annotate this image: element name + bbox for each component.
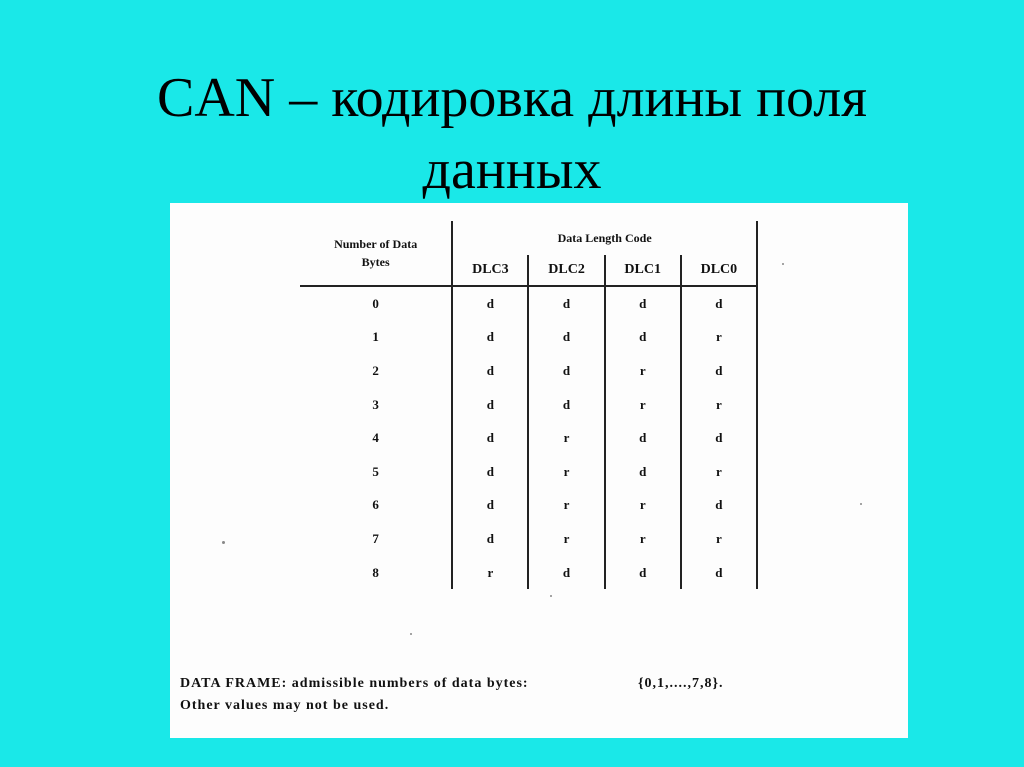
bytes-header-line-2: Bytes: [361, 255, 390, 269]
table-row: [300, 388, 757, 422]
bytes-cell: 0: [300, 286, 452, 321]
bit-cell: d: [605, 455, 681, 489]
scan-speck: [782, 263, 784, 265]
bit-cell: d: [681, 556, 757, 590]
table-row: [300, 354, 757, 388]
footer-line-2: Other values may not be used.: [180, 698, 390, 713]
scan-speck: [860, 503, 862, 505]
slide-title-line-2: данных: [422, 139, 602, 201]
bit-cell: d: [605, 556, 681, 590]
slide-title: [60, 62, 964, 206]
bit-cell: d: [605, 286, 681, 321]
dlc-table: [300, 221, 758, 589]
bit-header-dlc2: DLC2: [528, 255, 604, 286]
bit-cell: r: [681, 388, 757, 422]
bit-cell: d: [452, 286, 528, 321]
bit-cell: r: [605, 354, 681, 388]
table-row: [300, 556, 757, 590]
dlc-table-header: [300, 221, 757, 286]
table-row: [300, 489, 757, 523]
bit-cell: d: [605, 321, 681, 355]
bit-cell: r: [528, 489, 604, 523]
bytes-cell: 5: [300, 455, 452, 489]
footer-line-1: DATA FRAME: admissible numbers of data bytes:: [180, 676, 529, 691]
scan-speck: [550, 595, 552, 597]
bit-cell: d: [452, 354, 528, 388]
bit-cell: d: [528, 354, 604, 388]
bit-cell: d: [681, 421, 757, 455]
table-row: [300, 286, 757, 321]
bit-cell: d: [528, 556, 604, 590]
bit-cell: r: [681, 522, 757, 556]
bit-cell: d: [681, 286, 757, 321]
footer-admissible-set: {0,1,....,7,8}.: [638, 676, 724, 691]
bit-cell: d: [452, 455, 528, 489]
table-row: [300, 421, 757, 455]
bytes-cell: 8: [300, 556, 452, 590]
bytes-cell: 7: [300, 522, 452, 556]
bit-header-dlc0: DLC0: [681, 255, 757, 286]
bit-cell: d: [681, 489, 757, 523]
bit-cell: d: [528, 286, 604, 321]
bit-cell: d: [528, 321, 604, 355]
bytes-cell: 1: [300, 321, 452, 355]
bit-cell: r: [528, 522, 604, 556]
bytes-cell: 3: [300, 388, 452, 422]
bit-cell: d: [452, 421, 528, 455]
table-row: [300, 455, 757, 489]
bit-cell: d: [681, 354, 757, 388]
bit-cell: r: [528, 455, 604, 489]
scan-speck: [222, 541, 225, 544]
dlc-group-header: Data Length Code: [452, 221, 757, 255]
bit-cell: d: [452, 321, 528, 355]
dlc-table-body: [300, 286, 757, 589]
bit-cell: r: [605, 522, 681, 556]
bit-cell: d: [528, 388, 604, 422]
bytes-column-header: [300, 221, 452, 286]
bytes-cell: 6: [300, 489, 452, 523]
bit-cell: r: [605, 489, 681, 523]
bit-cell: r: [681, 321, 757, 355]
bytes-cell: 4: [300, 421, 452, 455]
bit-cell: r: [452, 556, 528, 590]
bit-cell: d: [452, 489, 528, 523]
table-row: [300, 321, 757, 355]
slide-title-line-1: CAN – кодировка длины поля: [156, 67, 868, 129]
scanned-document-image: [170, 203, 908, 738]
bit-header-dlc1: DLC1: [605, 255, 681, 286]
bit-cell: d: [452, 522, 528, 556]
bit-cell: r: [681, 455, 757, 489]
bit-header-dlc3: DLC3: [452, 255, 528, 286]
bit-cell: r: [528, 421, 604, 455]
footer-note: [180, 673, 900, 717]
bit-cell: d: [605, 421, 681, 455]
bytes-cell: 2: [300, 354, 452, 388]
bit-cell: r: [605, 388, 681, 422]
scan-speck: [410, 633, 412, 635]
bit-cell: d: [452, 388, 528, 422]
bytes-header-line-1: Number of Data: [334, 237, 418, 251]
table-row: [300, 522, 757, 556]
